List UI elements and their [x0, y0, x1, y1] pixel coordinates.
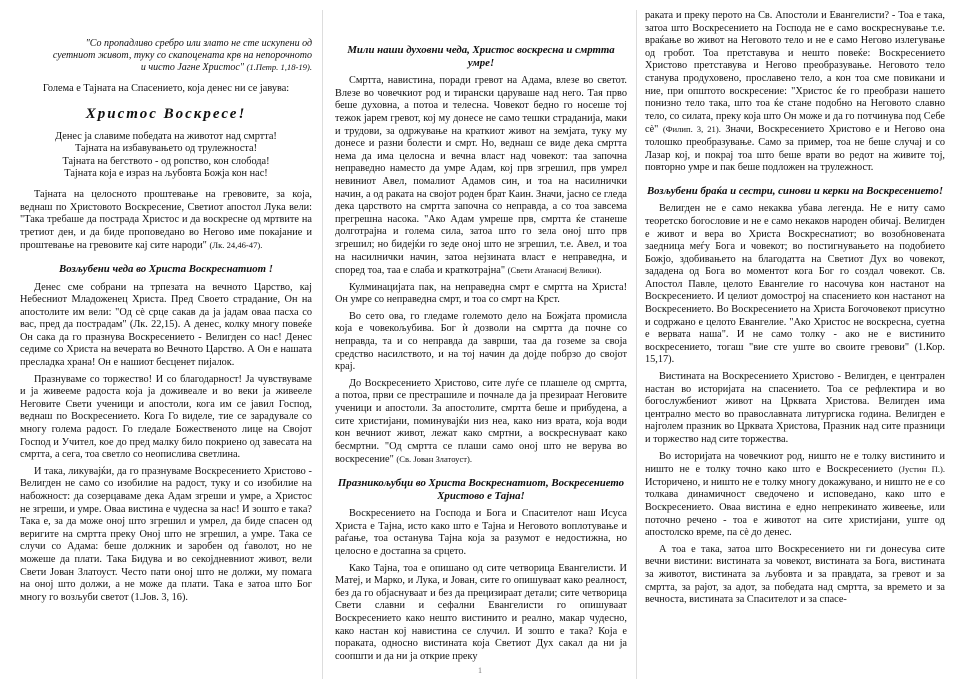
paragraph	[645, 203, 945, 367]
paragraph: Вистината на Воскресението Христово - Велигден, е централен настан во историјата на спасението. Тоа се рефлектира и во богослужбениот живот на Црквата Христова. Велигден има централно место во православната литургиска година. Велигден е најголем празник во Црквата Христова, Празник над сите празници и торжество над сите торжества.	[645, 371, 945, 445]
line-item: Тајната на избавувањето од трулежноста!	[74, 143, 258, 155]
paragraph-text: Значи, Воскресението Христово е и Негово она толошко преобразување. Само за пример, тоа не беше случај и со Лазар кој, и покрај тоа што беше врати во редот на живите тој, повторно умре и пак беше подложен на трулежност.	[645, 124, 946, 174]
paragraph: Празнуваме со торжество! И со благодарност! Ја чувствуваме и ја живееме радоста која ја доживеале и во веки ја живееле Неговите Свети ученици и апостоли, кога им се јавил Господ, веднаш по Воскресението. Кога Го виделе, тие се зарадувале со многу голема радост. Го гледале Божественото лице на Својот Господ и Учител, кое до пред малку било покриено од завесата на смртта, а сега, тоа светло со неопислива светлина.	[20, 373, 312, 461]
paragraph-text: Историчено, и ништо не е толку многу докажувано, и ништо не е со толкава динамичност сведочено и исповедано, како што е Воскресението. Оваа вистина е едно непрекинато живеење, или поточно речено - тоа е животот на сите христијани, уште од апостолско време, па сè до денес.	[645, 476, 945, 539]
page-fold-divider	[322, 10, 323, 679]
page-fold-divider	[636, 10, 637, 679]
column-left	[20, 34, 312, 608]
main-title: Христос Воскресе!	[85, 105, 247, 122]
line-item: Тајната на бегството - од ропство, кон слобода!	[62, 155, 270, 167]
epigraph-ref: (1.Петр. 1,18-19).	[246, 61, 312, 72]
paragraph: Како Тајна, тоа е опишано од сите четворица Евангелисти. И Матеј, и Марко, и Лука, и Јован, сите го опишуваат како реалност, без да го објаснуваат и без да прецизираат детали; сите четворица Свети славни и сефални Евангелисти го опишуваат Воскресението како нешто вистинито и реално, макар чудесно, како настан кој навистина се случил. И зошто е така? Која е пораката, односно вистината која Светиот Дух сакал да ни ја соопшти и да ни ја открие преку	[335, 562, 627, 662]
column-middle	[335, 44, 627, 667]
page-number: 1	[478, 666, 482, 675]
citation: (Св. Јован Златоуст).	[396, 454, 473, 465]
paragraph: Во сето ова, го гледаме големото дело на Божјата промисла која е човекољубива. Бог ѝ дозволи на смртта да почне со неправда, та и со неправда да заврши, таа да гоземе за своја средство насилството, и на тој начин да дојде побрзо до својот крај.	[335, 310, 627, 373]
section-heading: Мили наши духовни чеда, Христос воскресна и смртта умре!	[347, 44, 615, 69]
paragraph: Кулминацијата пак, на неправедна смрт е смртта на Христа! Он умре со неправедна смрт, и тоа со смрт на Крст.	[335, 281, 627, 306]
paragraph	[335, 75, 627, 278]
celebration-lines	[20, 131, 312, 181]
paragraph-text: И така, ликувајќи, да го празнуваме Воскресението Христово - Велигден не само со изобилие на радост, туку и со изобилие на набожност: да созерцаваме дека Адам згреши и умре, а Христос не згреши, и умре. Оваа вистина е чудесна за нас! И зошто е така? Така е, за да може оној што згрешил и умрел, да биде спасен од веригите на смртта преку Оној што не згрешил, а умре. Така се случи со Адама: беше должник и заробен од ѓаволот, но не можеше да плати. Така Бидува и во секојдневниот живот, вели Свети Јован Златоуст. Често пати оној што не должи, му помага на оној што должи, а не може да плати. Така е затоа што Бог многу го возљуби светот	[20, 465, 312, 603]
paragraph-text: Во историјата на човечкиот род, ништо не е толку вистинито и ништо не е толку точно како што е Воскресението	[645, 450, 945, 476]
paragraph: Воскресението на Господа и Бога и Спасителот наш Исуса Христа е Тајна, исто како што е Тајна и Неговото воплотување и раѓање, тоа останува Тајна која за разумот е недостижна, но целосно е достапна за срцето.	[335, 508, 627, 557]
citation: (Лк. 24,46-47).	[209, 240, 263, 251]
citation: (1.Кор. 15,17).	[645, 341, 945, 366]
paragraph: А тоа е така, затоа што Воскресението ни ги донесува сите вечни вистини: вистината за човекот, вистината за Бога, вистината за животот, вистината за љубовта и за правдата, за гревот и за смртта, за рајот, за адот, за победата над смртта, за времето и за вечноста, вистината за Спасителот и за спасе-	[645, 543, 945, 606]
paragraph-text: До Воскресението Христово, сите луѓе се плашеле од смртта, а потоа, први се престрашиле и почнале да ја презираат Неговите ученици и апостоли. За апостолите, смртта беше и прибудена, а сите христијани, поминувајќи низ неа, како низ врата, која води кон вечниот живот, лежат како смртни, а воскреснуваат како бесмртни. "Од смртта се плаши само оној што не верува во воскресение"	[335, 377, 627, 466]
intro-text: Голема е Тајната на Спасението, која денес ни се јавува:	[42, 83, 290, 95]
citation: (1.Јов. 3, 16).	[131, 591, 188, 603]
paragraph	[335, 378, 627, 467]
paragraph-text: Тајната на целосното проштевање на гревовите, за која, веднаш по Христовото Воскресение, Светиот апостол Лука вели: "Така требаше да пострада Христос и да воскресне од мртвите на третиот ден, и да биде проповедано во Негово име покајание и проштевање на гревовите кај сите народи"	[20, 188, 312, 252]
citation: (Јустин П.).	[898, 464, 945, 475]
paragraph-text: Велигден не е само некаква убава легенда. Не е ниту само теоретско богословие и не е само некаков народен обичај. Велигден е живот и вера во Христа Воскреснатиот; во возобновената заедница меѓу Бога и човекот; во постигнувањето на подобието Божјо, здобивањето на благодатта на Светиот Дух во човекот, зададена од Бога во моментот кога Бог го создал човекот. Св. Апостол Павле, целото Евангелие го насочува кон настанот на Воскресението. И целиот домострој на спасението кон настанот на Воскресението. Во Воскресението на Христа Богочовекот присутно и содржано е целото Евангелие. "Ако Христос не воскресна, суетна е вервата наша". И не само толку - ако не е вистинито воскресението, тогаш "вие сте уште во своите гревови"	[645, 203, 945, 353]
epigraph-text: "Со пропадливо сребро или злато не сте искупени од суетниот живот, туку со скапоцената крв на непорочното и чисто Јагне Христос"	[52, 38, 312, 73]
line-item: Тајната која е израз на љубовта Божја кон нас!	[64, 168, 268, 180]
paragraph: Денес сме собрани на трпезата на вечното Царство, кај Небесниот Младоженец Христа. Пред Своето страдание, Он на апостолите им вели: "Од сè срце сакав да ја јадам оваа пасха со вас, пред да пострадам" (Лк. 22,15). А денес, колку многу повеќе Он сака да го празнува Воскресението - Велигден со нас! Денес седиме со Христа на вечерата во Вечното Царство. А Он е нашата пресладка храна! Он е нашиот бесценет пијалок.	[20, 281, 312, 369]
section-heading: Празникољубци во Христа Воскреснатиот, Воскресението Христово е Тајна!	[337, 477, 625, 502]
citation: (Филип. 3, 21).	[662, 124, 721, 135]
paragraph	[645, 10, 945, 175]
paragraph-text: Смртта, навистина, поради гревот на Адама, влезе во светот. Влезе во човечкиот род и тирански царуваше над него. Тая прво беше духовна, а потоа и телесна. Човекот бедно го носеше тој тежок јарем гревот, кој му донесе не само тешки страданија, маки и трудови, за одржување на краткиот живот на земјата, туку му донесе и разни болести и смрт. Но, веднаш се виде дека смртта нема да има целосна и вечна власт над човекот: таа започна неправедно наместо да умре Адам, кој прв згрешил, прв умрел невиниот Авел, помалиот Адамов син, и тоа на насилнички начин, а од раката на својот роден брат Каин. Значи, јасно се гледа дека царството на смртта започна со неправда, а со тоа завсема прегрешна насока. "Ако Адам умреше прв, смртта ќе станеше долготрајна и голема сила, затоа што го зела оној што прв згрешил; но бидејќи го зеде оној што не згрешил, т.е. Авел, и тоа на насилнички начин, затоа нејзината власт е неправедна, и според тоа, таа е слаба и краткотрајна"	[335, 75, 627, 277]
line-item: Денес ја славиме победата на животот над смртта!	[55, 130, 277, 142]
section-heading: Возљубени чеда во Христа Воскреснатиот !	[59, 262, 273, 275]
paragraph	[20, 466, 312, 605]
paragraph	[20, 189, 312, 253]
paragraph-text: раката и преку перото на Св. Апостоли и Евангелисти? - Тоа е така, затоа што Воскресението на Господа не е само воскреснување т.е. враќање во живот на Неговото тело и не е само Негово излегување од гробот. Тоа претставува и нешто повеќе: Воскресението Христово претставува и Негово преобразување. Неговото тело станува продуховено, прославено тело, а кон тоа сме повикани и ние, при општото воскресение: "Христос ќе го преобрази нашето понизно тело така, што тоа ќе стане подобно на Неговото славно тело, со силата, преку која што Он може и да го потчинува под Себе сè"	[645, 10, 945, 136]
citation: (Свети Атанасиј Велики).	[507, 265, 602, 276]
epigraph	[20, 38, 312, 73]
paragraph	[645, 451, 945, 540]
section-heading: Возљубени браќа и сестри, синови и керки на Воскресението!	[646, 184, 944, 197]
column-right	[645, 10, 945, 611]
